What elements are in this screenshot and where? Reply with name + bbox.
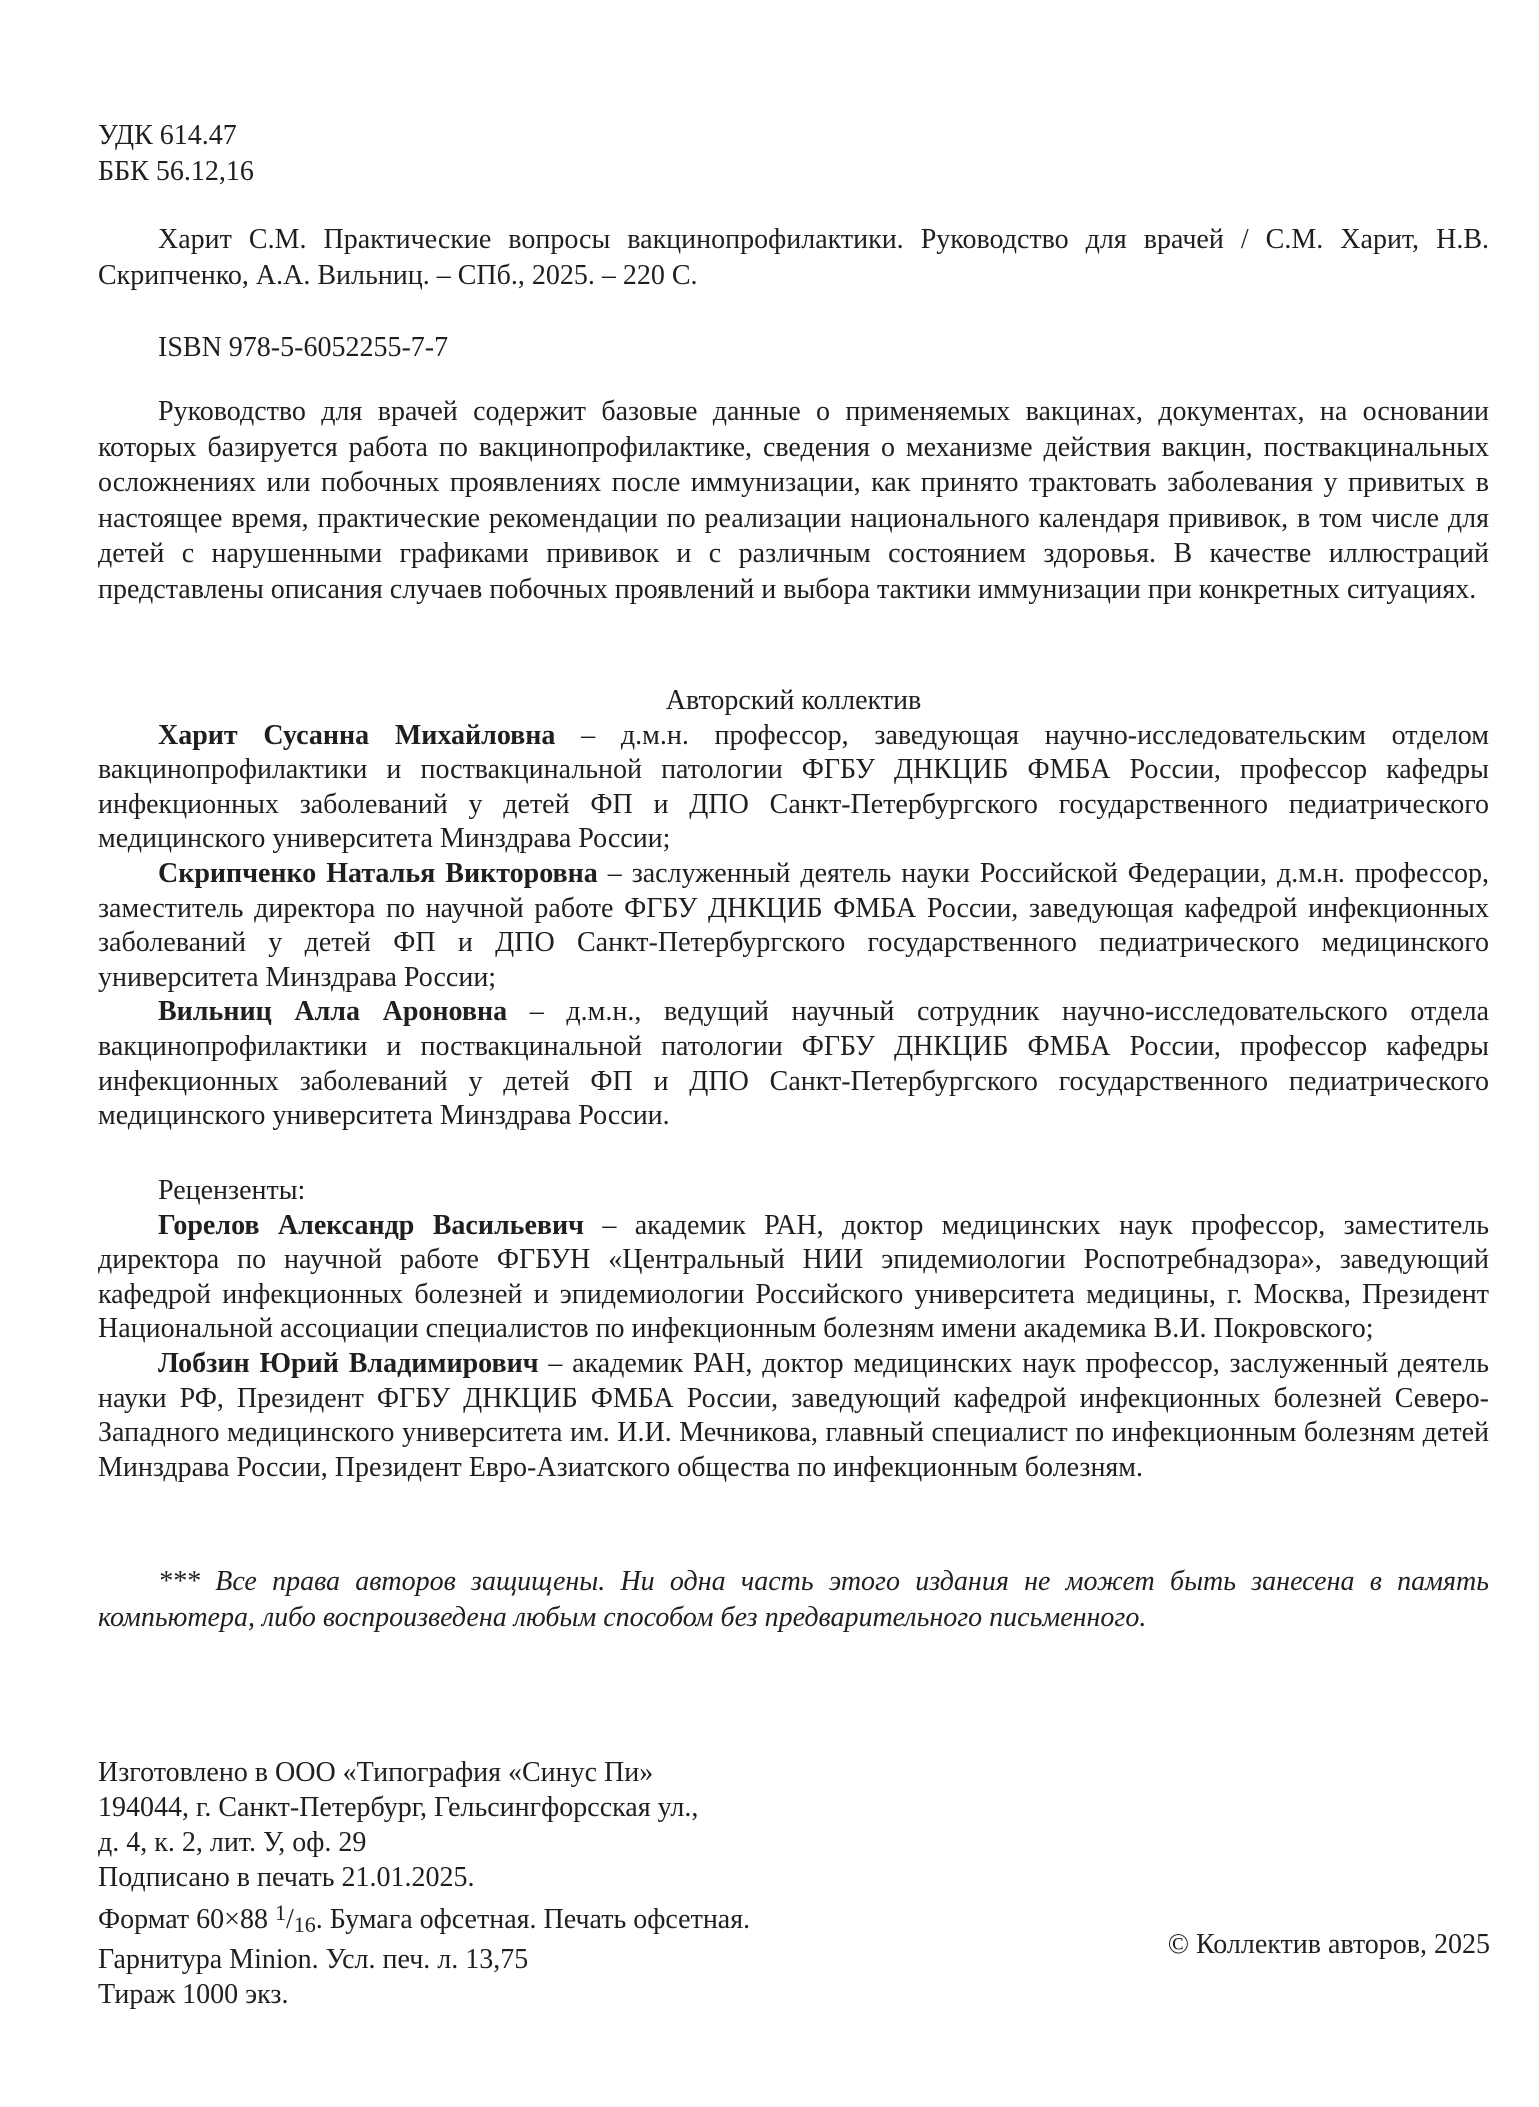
format-slash: / [285,1904,294,1935]
rights-notice: *** Все права авторов защищены. Ни одна часть этого издания не может быть занесена в память компьютера, либо воспроизведена любым способом без предварительного письменного. [98,1566,1489,1633]
format-denominator: 16 [293,1912,316,1937]
author-name: Вильниц Алла Ароновна [158,996,508,1028]
author-description: – д.м.н. профессор, заведующая научно-исследовательским отделом вакцинопрофилактики и поствакцинальной патологии ФГБУ ДНКЦИБ ФМБА России, профессор кафедры инфекционных заболеваний у детей ФП и ДПО Санкт-Петербургского государственного педиатрического медицинского университета Минздрава России; [98,719,1489,855]
format-line [98,1895,898,1942]
typeface-line: Гарнитура Minion. Усл. печ. л. 13,75 [98,1944,529,1975]
authors-heading: Авторский коллектив [665,685,922,716]
format-prefix: Формат 60×88 [98,1904,275,1935]
bbk-code: ББК 56.12,16 [98,156,254,187]
reviewer-description: – академик РАН, доктор медицинских наук профессор, заместитель директора по научной работе ФГБУН «Центральный НИИ эпидемиологии Роспотребнадзора», заведующий кафедрой инфекционных болезней и эпидемиологии Российского университета медицины, г. Москва, Президент Национальной ассоциации специалистов по инфекционным болезням имени академика В.И. Покровского; [98,1209,1489,1345]
copyright-notice: © Коллектив авторов, 2025 [1167,1929,1490,1960]
isbn: ISBN 978-5-6052255-7-7 [158,332,449,363]
printer-address-line-1: 194044, г. Санкт-Петербург, Гельсингфорсская ул., [98,1792,699,1823]
udk-code: УДК 614.47 [98,120,237,151]
classification-codes [98,118,1489,190]
reviewer-name: Горелов Александр Васильевич [158,1209,584,1241]
author-description: – д.м.н., ведущий научный сотрудник научно-исследовательского отдела вакцинопрофилактики и поствакцинальной патологии ФГБУ ДНКЦИБ ФМБА России, профессор кафедры инфекционных заболеваний у детей ФП и ДПО Санкт-Петербургского государственного педиатрического медицинского университета Минздрава России. [98,996,1490,1132]
author-description: – заслуженный деятель науки Российской Федерации, д.м.н. профессор, заместитель директора по научной работе ФГБУ ДНКЦИБ ФМБА России, заведующая кафедрой инфекционных заболеваний у детей ФП и ДПО Санкт-Петербургского государственного педиатрического медицинского университета Минздрава России; [98,857,1489,993]
author-name: Скрипченко Наталья Викторовна [158,857,598,889]
format-suffix: . Бумага офсетная. Печать офсетная. [315,1904,751,1935]
reviewer-entry [98,1347,1489,1485]
reviewer-description: – академик РАН, доктор медицинских наук профессор, заслуженный деятель науки РФ, Президент ФГБУ ДНКЦИБ ФМБА России, заведующий кафедрой инфекционных болезней Северо-Западного медицинского университета им. И.И. Мечникова, главный специалист по инфекционным болезням детей Минздрава России, Президент Евро-Азиатского общества по инфекционным болезням. [98,1347,1489,1483]
signed-to-print: Подписано в печать 21.01.2025. [98,1862,475,1893]
printer-address-line-2: д. 4, к. 2, лит. У, оф. 29 [98,1827,367,1858]
abstract: Руководство для врачей содержит базовые данные о применяемых вакцинах, документах, на основании которых базируется работа по вакцинопрофилактике, сведения о механизме действия вакцин, поствакцинальных осложнениях или побочных проявлениях после иммунизации, как принято трактовать заболевания у привитых в настоящее время, практические рекомендации по реализации национального календаря прививок, в том числе для детей с нарушенными графиками прививок и с различным состоянием здоровья. В качестве иллюстраций представлены описания случаев побочных проявлений и выбора тактики иммунизации при конкретных ситуациях. [98,396,1489,605]
authors-section [98,684,1489,1134]
author-entry [98,719,1489,857]
reviewer-name: Лобзин Юрий Владимирович [158,1347,539,1379]
printer: Изготовлено в ООО «Типография «Синус Пи» [98,1757,654,1788]
reviewers-section [98,1174,1489,1485]
format-numerator: 1 [274,1900,286,1925]
bibliographic-citation: Харит С.М. Практические вопросы вакцинопрофилактики. Руководство для врачей / С.М. Харит, Н.В. Скрипченко, А.А. Вильниц. – СПб., 2025. – 220 С. [98,224,1489,291]
print-run: Тираж 1000 экз. [98,1979,289,2010]
author-entry [98,857,1489,995]
printing-details [98,1755,898,2012]
author-entry [98,995,1489,1133]
reviewer-entry [98,1209,1489,1347]
author-name: Харит Сусанна Михайловна [158,719,556,751]
reviewers-heading: Рецензенты: [158,1175,306,1206]
